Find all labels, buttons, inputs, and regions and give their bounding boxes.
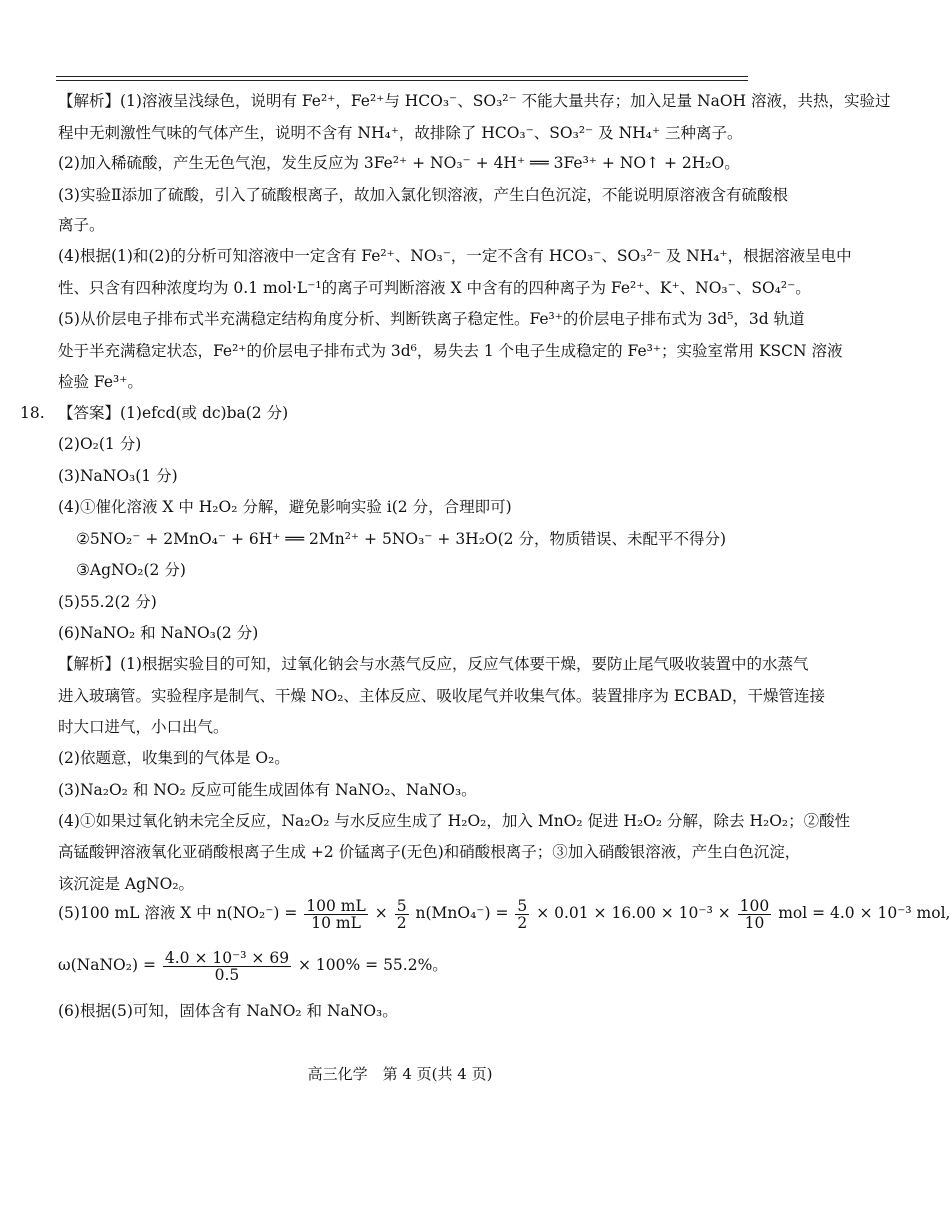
analysis17-line: 性、只含有四种浓度均为 0.1 mol·L⁻¹的离子可判断溶液 X 中含有的四种离子为 Fe²⁺、K⁺、NO₃⁻、SO₄²⁻。 [58, 279, 811, 297]
answer-line: (4)①催化溶液 X 中 H₂O₂ 分解，避免影响实验 i(2 分，合理即可) [58, 498, 512, 516]
answer-line: ③AgNO₂(2 分) [76, 561, 186, 579]
answer-line: ②5NO₂⁻ + 2MnO₄⁻ + 6H⁺ ══ 2Mn²⁺ + 5NO₃⁻ + 3H₂O(2 分，物质错误、未配平不得分) [76, 530, 727, 548]
fraction [395, 898, 409, 931]
fraction-denominator: 0.5 [214, 965, 240, 984]
answer-line: (2)O₂(1 分) [58, 435, 142, 453]
calc-text: × 100% = 55.2%。 [298, 956, 448, 974]
analysis18-line: (2)依题意，收集到的气体是 O₂。 [58, 749, 290, 767]
analysis18-line: 【解析】(1)根据实验目的可知，过氧化钠会与水蒸气反应，反应气体要干燥，要防止尾气吸收装置中的水蒸气 [58, 655, 809, 673]
analysis18-line: 进入玻璃管。实验程序是制气、干燥 NO₂、主体反应、吸收尾气并收集气体。装置排序为 ECBAD，干燥管连接 [58, 687, 826, 705]
fraction-numerator: 100 mL [306, 896, 366, 915]
fraction-denominator: 10 [744, 913, 765, 932]
analysis17-line: 程中无刺激性气味的气体产生，说明不含有 NH₄⁺，故排除了 HCO₃⁻、SO₃²⁻ 及 NH₄⁺ 三种离子。 [58, 124, 743, 142]
analysis18-line: (6)根据(5)可知，固体含有 NaNO₂ 和 NaNO₃。 [58, 1002, 398, 1020]
question-number: 18. [20, 404, 45, 422]
analysis17-line: (5)从价层电子排布式半充满稳定结构角度分析、判断铁离子稳定性。Fe³⁺的价层电子排布式为 3d⁵，3d 轨道 [58, 310, 805, 328]
analysis17-line: (3)实验Ⅱ添加了硫酸，引入了硫酸根离子，故加入氯化钡溶液，产生白色沉淀，不能说明原溶液含有硫酸根 [58, 186, 788, 204]
header-rule [56, 76, 748, 77]
answer-line: (3)NaNO₃(1 分) [58, 467, 178, 485]
fraction-denominator: 10 mL [311, 913, 361, 932]
calc-line-omega [58, 948, 448, 983]
answer-line: (6)NaNO₂ 和 NaNO₃(2 分) [58, 624, 259, 642]
fraction-numerator: 100 [739, 896, 770, 915]
calc-text: × 0.01 × 16.00 × 10⁻³ × [536, 904, 731, 922]
fraction [738, 898, 772, 931]
calc-text: × [374, 904, 388, 922]
analysis17-line: 【解析】(1)溶液呈浅绿色，说明有 Fe²⁺，Fe²⁺与 HCO₃⁻、SO₃²⁻ 不能大量共存；加入足量 NaOH 溶液，共热，实验过 [58, 92, 891, 110]
analysis18-line: 该沉淀是 AgNO₂。 [58, 875, 195, 893]
calc-text: mol = 4.0 × 10⁻³ mol, [778, 904, 950, 922]
fraction-numerator: 5 [517, 896, 528, 915]
answer-line: (5)55.2(2 分) [58, 593, 157, 611]
analysis18-line: 高锰酸钾溶液氧化亚硝酸根离子生成 +2 价锰离子(无色)和硝酸根离子；③加入硝酸银溶液，产生白色沉淀， [58, 843, 801, 861]
fraction-denominator: 2 [396, 913, 407, 932]
calc-text: ω(NaNO₂) = [58, 956, 156, 974]
calc-text: n(MnO₄⁻) = [415, 904, 509, 922]
analysis17-line: 检验 Fe³⁺。 [58, 373, 143, 391]
analysis17-line: 离子。 [58, 216, 105, 234]
analysis18-line: 时大口进气，小口出气。 [58, 718, 229, 736]
fraction [163, 950, 291, 983]
fraction [304, 898, 368, 931]
page-footer: 高三化学 第 4 页(共 4 页) [307, 1065, 493, 1083]
analysis17-line: (4)根据(1)和(2)的分析可知溶液中一定含有 Fe²⁺、NO₃⁻，一定不含有 HCO₃⁻、SO₃²⁻ 及 NH₄⁺，根据溶液呈电中 [58, 247, 852, 265]
analysis17-line: 处于半充满稳定状态，Fe²⁺的价层电子排布式为 3d⁶，易失去 1 个电子生成稳定的 Fe³⁺；实验室常用 KSCN 溶液 [58, 342, 843, 360]
calc-text: (5)100 mL 溶液 X 中 n(NO₂⁻) = [58, 904, 298, 922]
header-rule-thin [56, 80, 748, 81]
fraction-denominator: 2 [517, 913, 528, 932]
analysis18-line: (4)①如果过氧化钠未完全反应，Na₂O₂ 与水反应生成了 H₂O₂，加入 MnO₂ 促进 H₂O₂ 分解，除去 H₂O₂；②酸性 [58, 812, 851, 830]
fraction [515, 898, 529, 931]
fraction-numerator: 4.0 × 10⁻³ × 69 [164, 948, 290, 967]
answer-line: 【答案】(1)efcd(或 dc)ba(2 分) [58, 404, 289, 422]
analysis17-line: (2)加入稀硫酸，产生无色气泡，发生反应为 3Fe²⁺ + NO₃⁻ + 4H⁺ ══ 3Fe³⁺ + NO↑ + 2H₂O。 [58, 154, 740, 172]
fraction-numerator: 5 [396, 896, 407, 915]
calc-line-n [58, 896, 950, 931]
analysis18-line: (3)Na₂O₂ 和 NO₂ 反应可能生成固体有 NaNO₂、NaNO₃。 [58, 781, 477, 799]
